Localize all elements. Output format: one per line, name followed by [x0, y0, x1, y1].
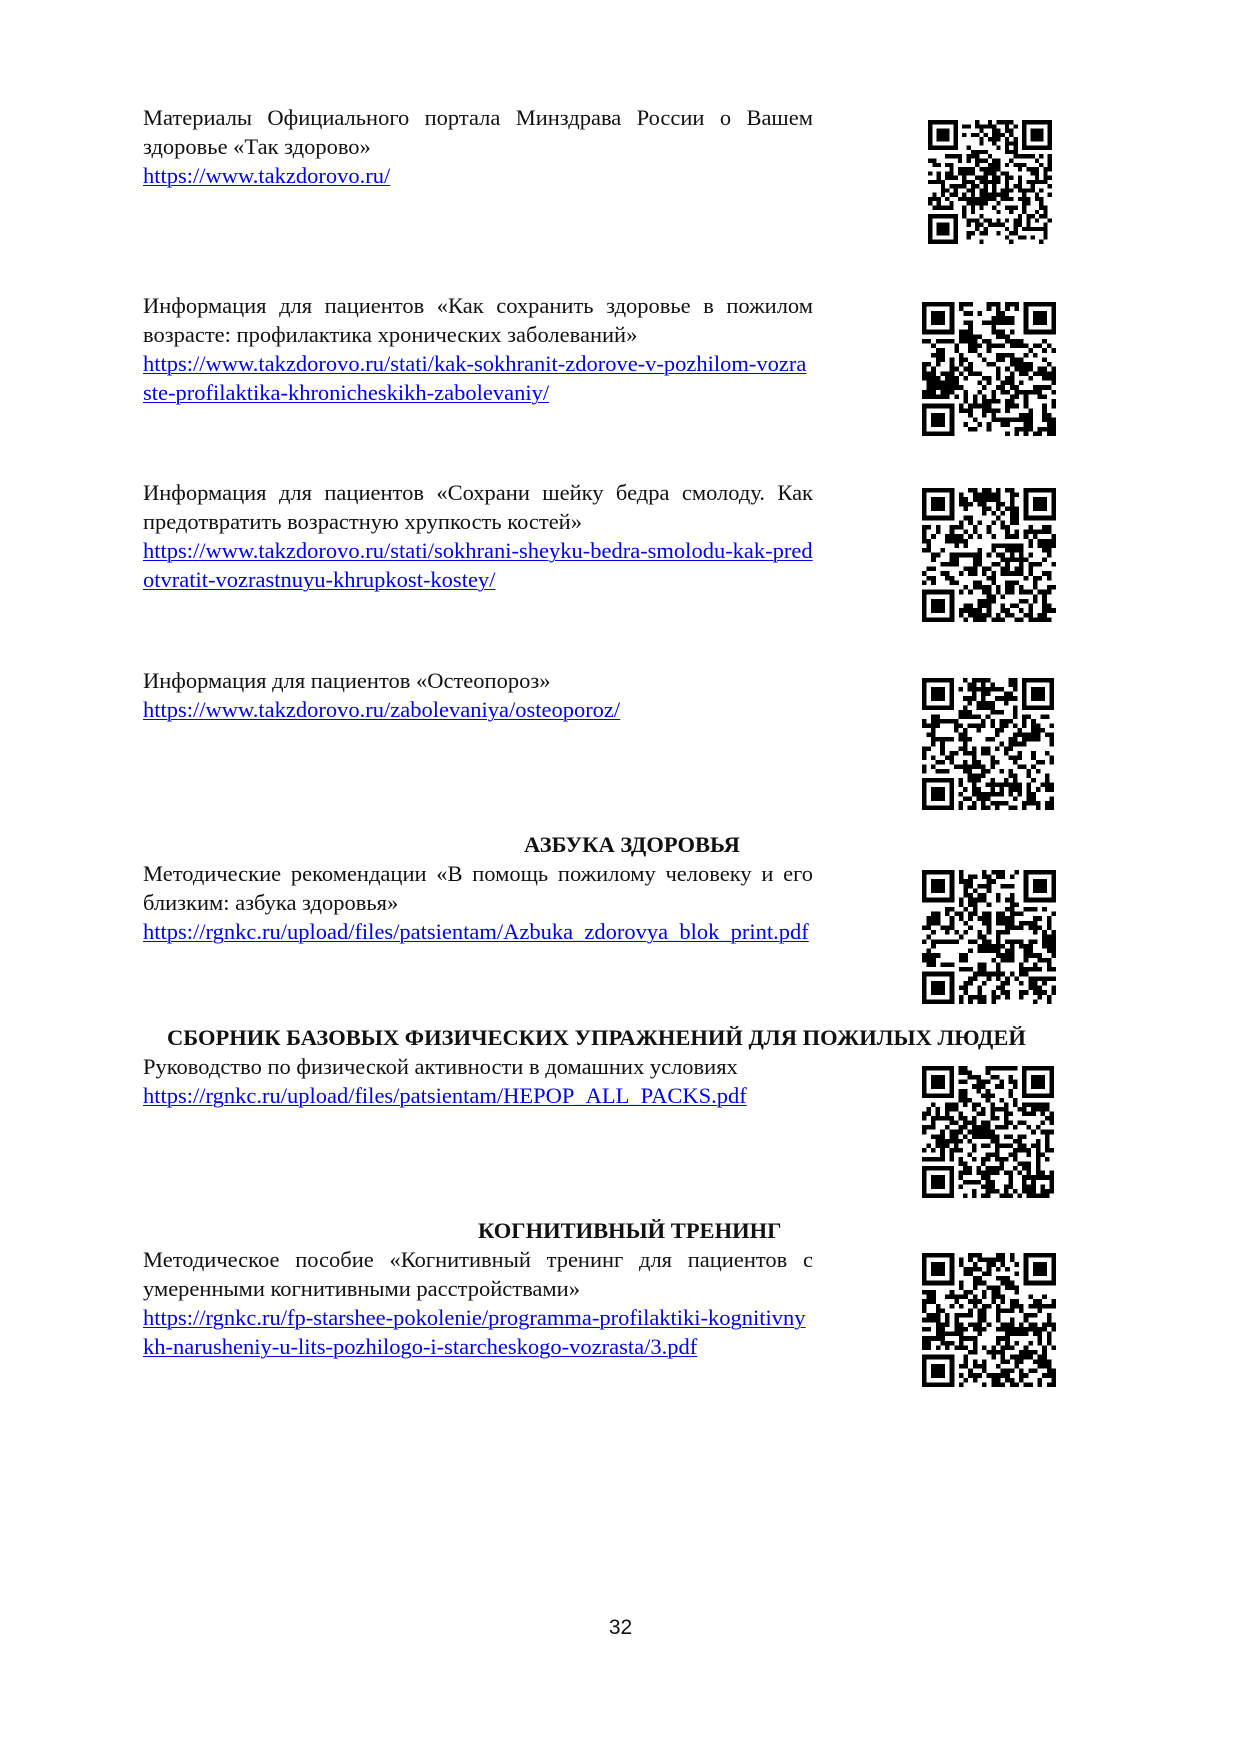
- resource-link[interactable]: https://www.takzdorovo.ru/zabolevaniya/osteoporoz/: [143, 697, 621, 722]
- resource-description: Информация для пациентов «Как сохранить здоровье в пожилом возрасте: профилактика хронических заболеваний»: [143, 293, 813, 347]
- resource-entry: [143, 478, 813, 594]
- resource-link[interactable]: https://www.takzdorovo.ru/stati/kak-sokhranit-zdorove-v-pozhilom-vozraste-profilaktika-khronicheskikh-zabolevaniy/: [143, 351, 807, 405]
- resource-description: Методические рекомендации «В помощь пожилому человеку и его близким: азбука здоровья»: [143, 861, 813, 915]
- resource-entry: [143, 103, 813, 190]
- resource-entry: [143, 1052, 813, 1110]
- section-heading: АЗБУКА ЗДОРОВЬЯ: [524, 832, 740, 857]
- page-number: 32: [608, 1616, 633, 1639]
- qr-code-icon: [928, 120, 1052, 244]
- resource-entry: [143, 859, 813, 946]
- qr-code-icon: [922, 870, 1056, 1004]
- qr-code-icon: [922, 678, 1054, 810]
- qr-code-icon: [922, 1066, 1054, 1198]
- resource-link[interactable]: https://www.takzdorovo.ru/: [143, 163, 391, 188]
- resource-description: Методическое пособие «Когнитивный тренинг для пациентов с умеренными когнитивными расстройствами»: [143, 1247, 813, 1301]
- qr-code-icon: [922, 1253, 1056, 1387]
- section-heading: КОГНИТИВНЫЙ ТРЕНИНГ: [478, 1218, 782, 1243]
- qr-code-icon: [922, 488, 1056, 622]
- resource-link[interactable]: https://www.takzdorovo.ru/stati/sokhrani-sheyku-bedra-smolodu-kak-predotvratit-vozrastnuyu-khrupkost-kostey/: [143, 538, 813, 592]
- resource-description: Руководство по физической активности в домашних условиях: [143, 1054, 738, 1079]
- resource-entry: [143, 291, 813, 407]
- resource-description: Информация для пациентов «Остеопороз»: [143, 668, 551, 693]
- resource-entry: [143, 1245, 813, 1361]
- resource-link[interactable]: https://rgnkc.ru/upload/files/patsientam/Azbuka_zdorovya_blok_print.pdf: [143, 919, 809, 944]
- resource-link[interactable]: https://rgnkc.ru/upload/files/patsientam/HEPOP_ALL_PACKS.pdf: [143, 1083, 747, 1108]
- resource-entry: [143, 666, 813, 724]
- resource-description: Материалы Официального портала Минздрава России о Вашем здоровье «Так здорово»: [143, 105, 813, 159]
- resource-link[interactable]: https://rgnkc.ru/fp-starshee-pokolenie/programma-profilaktiki-kognitivnykh-narusheniy-u-lits-pozhilogo-i-starcheskogo-vozrasta/3.pdf: [143, 1305, 806, 1359]
- qr-code-icon: [922, 302, 1056, 436]
- resource-description: Информация для пациентов «Сохрани шейку бедра смолоду. Как предотвратить возрастную хрупкость костей»: [143, 480, 813, 534]
- section-heading: СБОРНИК БАЗОВЫХ ФИЗИЧЕСКИХ УПРАЖНЕНИЙ ДЛЯ ПОЖИЛЫХ ЛЮДЕЙ: [167, 1025, 1026, 1050]
